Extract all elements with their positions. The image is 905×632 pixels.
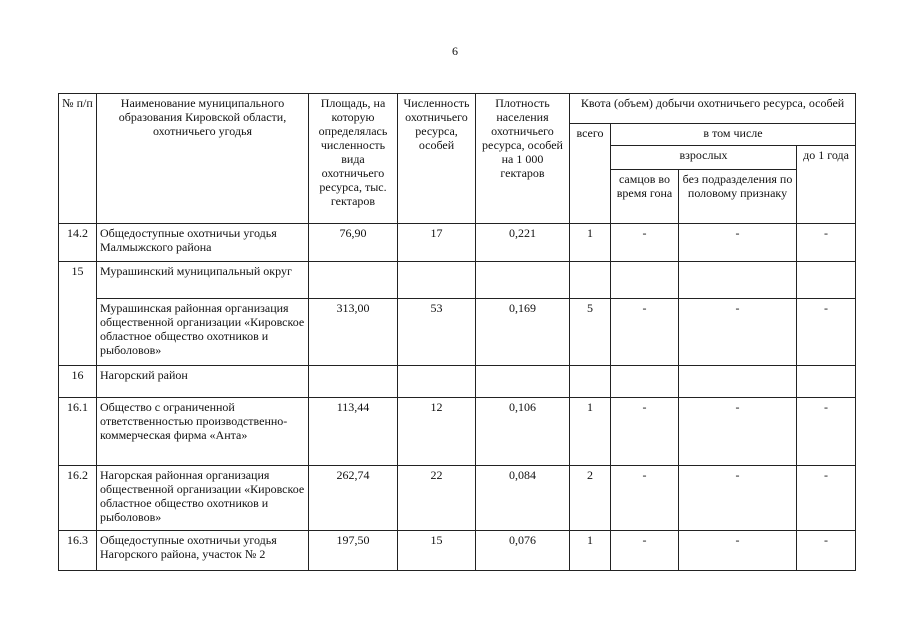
row-males: -: [611, 398, 679, 466]
row-area: [309, 366, 398, 398]
row-name: Нагорская районная организация общественной организации «Кировское областное общество охотников и рыболовов»: [97, 466, 309, 531]
row-males: -: [611, 466, 679, 531]
row-name: Мурашинская районная организация общественной организации «Кировское областное общество охотников и рыболовов»: [97, 299, 309, 366]
row-count: 12: [398, 398, 476, 466]
header-name: Наименование муниципального образования Кировской области, охотничьего угодья: [97, 94, 309, 224]
row-total: 5: [570, 299, 611, 366]
row-count: 17: [398, 224, 476, 262]
header-count: Численность охотничьего ресурса, особей: [398, 94, 476, 224]
table-row: [59, 531, 856, 571]
row-density: [476, 262, 570, 299]
row-total: [570, 366, 611, 398]
header-area: Площадь, на которую определялась численность вида охотничьего ресурса, тыс. гектаров: [309, 94, 398, 224]
quota-table: [58, 93, 856, 571]
header-adults: взрослых: [611, 146, 797, 170]
row-under1: -: [797, 299, 856, 366]
header-num: № п/п: [59, 94, 97, 224]
row-nosex: -: [679, 398, 797, 466]
header-including: в том числе: [611, 124, 856, 146]
row-under1: [797, 366, 856, 398]
page-number: 6: [452, 44, 458, 58]
row-density: 0,084: [476, 466, 570, 531]
row-nosex: [679, 366, 797, 398]
header-total: всего: [570, 124, 611, 224]
row-nosex: -: [679, 531, 797, 571]
row-males: [611, 262, 679, 299]
row-count: [398, 366, 476, 398]
row-total: 1: [570, 531, 611, 571]
row-count: 53: [398, 299, 476, 366]
row-total: 1: [570, 224, 611, 262]
table-row: [59, 224, 856, 262]
row-density: 0,106: [476, 398, 570, 466]
row-area: [309, 262, 398, 299]
row-name: Мурашинский муниципальный округ: [97, 262, 309, 299]
table-row: [59, 262, 856, 299]
row-name: Общедоступные охотничьи угодья Нагорского района, участок № 2: [97, 531, 309, 571]
table-row: [59, 398, 856, 466]
table-row: [59, 466, 856, 531]
row-num: 16.3: [59, 531, 97, 571]
row-under1: -: [797, 466, 856, 531]
row-count: 22: [398, 466, 476, 531]
row-density: [476, 366, 570, 398]
table-row: [59, 366, 856, 398]
row-nosex: -: [679, 466, 797, 531]
row-density: 0,076: [476, 531, 570, 571]
row-num: 16: [59, 366, 97, 398]
header-density: Плотность населения охотничьего ресурса, особей на 1 000 гектаров: [476, 94, 570, 224]
row-under1: [797, 262, 856, 299]
row-males: [611, 366, 679, 398]
row-area: 197,50: [309, 531, 398, 571]
row-density: 0,221: [476, 224, 570, 262]
row-name: Общедоступные охотничьи угодья Малмыжского района: [97, 224, 309, 262]
header-nosex: без подразделения по половому признаку: [679, 170, 797, 224]
row-name: Нагорский район: [97, 366, 309, 398]
table-row: [59, 299, 856, 366]
row-total: 1: [570, 398, 611, 466]
row-under1: -: [797, 531, 856, 571]
row-total: 2: [570, 466, 611, 531]
row-count: [398, 262, 476, 299]
row-males: -: [611, 224, 679, 262]
row-num: 16.2: [59, 466, 97, 531]
row-area: 313,00: [309, 299, 398, 366]
row-under1: -: [797, 398, 856, 466]
row-nosex: -: [679, 224, 797, 262]
header-under1: до 1 года: [797, 146, 856, 224]
row-area: 262,74: [309, 466, 398, 531]
row-count: 15: [398, 531, 476, 571]
header-quota: Квота (объем) добычи охотничьего ресурса, особей: [570, 94, 856, 124]
row-name: Общество с ограниченной ответственностью производственно-коммерческая фирма «Анта»: [97, 398, 309, 466]
row-total: [570, 262, 611, 299]
row-num: 15: [59, 262, 97, 366]
row-area: 76,90: [309, 224, 398, 262]
row-nosex: -: [679, 299, 797, 366]
row-males: -: [611, 299, 679, 366]
row-density: 0,169: [476, 299, 570, 366]
row-under1: -: [797, 224, 856, 262]
header-males: самцов во время гона: [611, 170, 679, 224]
row-num: 16.1: [59, 398, 97, 466]
row-num: 14.2: [59, 224, 97, 262]
row-males: -: [611, 531, 679, 571]
row-area: 113,44: [309, 398, 398, 466]
row-nosex: [679, 262, 797, 299]
